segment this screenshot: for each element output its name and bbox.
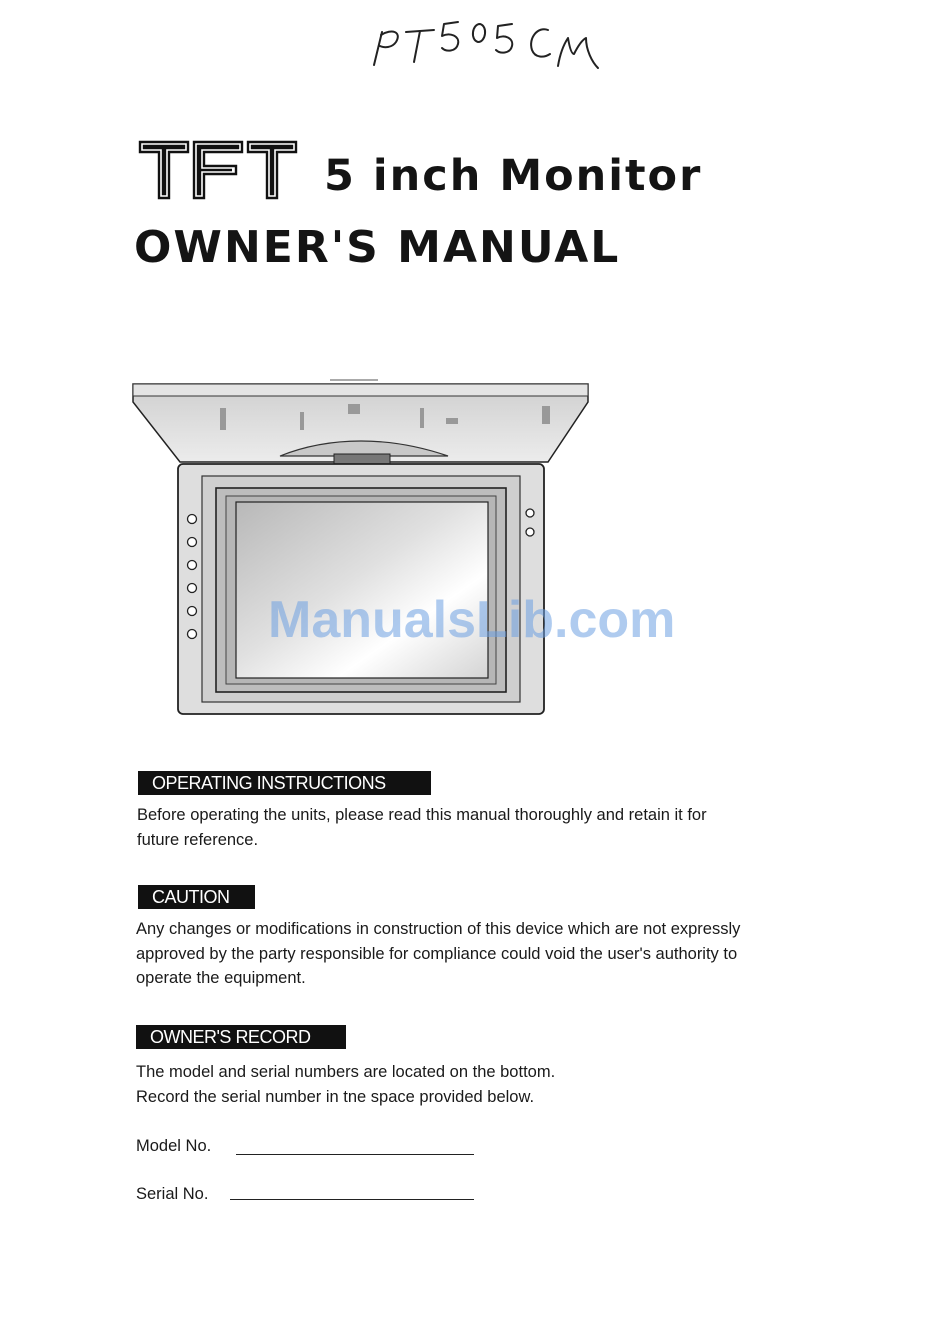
text-line: operate the equipment. [136,969,306,987]
serial-number-field[interactable] [230,1199,474,1200]
model-number-label: Model No. [136,1137,212,1155]
text-line: Record the serial number in tne space provided below. [136,1087,535,1106]
text-line: Any changes or modifications in construction of this device which are not expressly [136,920,741,938]
text-line: The model and serial numbers are located on the bottom. [136,1063,556,1081]
handwritten-model-note [362,10,612,84]
tft-logo [138,140,300,200]
caution-text [136,917,740,991]
serial-number-label: Serial No. [136,1185,209,1203]
model-number-field[interactable] [236,1154,474,1155]
text-line: future reference. [137,830,259,849]
operating-instructions-text [137,803,707,852]
text-line: Before operating the units, please read this manual thoroughly and retain it for [137,806,707,824]
watermark: ManualsLib.com [268,591,676,649]
owners-record-text [136,1060,555,1109]
page-title: 5 inch Monitor [324,151,703,201]
section-heading-owners-record: OWNER'S RECORD [136,1025,346,1049]
manual-title: OWNER'S MANUAL [134,222,621,273]
section-heading-caution: CAUTION [138,885,255,909]
title-row [138,140,702,200]
monitor-illustration [130,378,600,727]
section-heading-operating-instructions: OPERATING INSTRUCTIONS [138,771,431,795]
text-line: approved by the party responsible for compliance could void the user's authority to [136,944,738,963]
